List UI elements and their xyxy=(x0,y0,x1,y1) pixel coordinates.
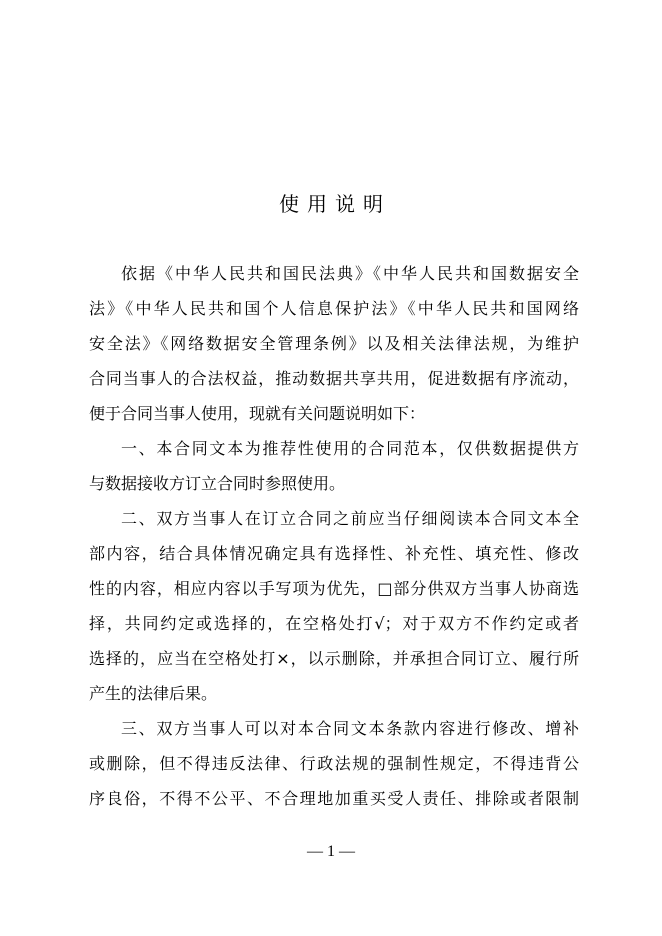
paragraph-line: 安全法》《网络数据安全管理条例》以及相关法律法规，为维护 xyxy=(89,334,579,353)
page-title: 使用说明 xyxy=(279,192,391,216)
paragraph-line: 序良俗，不得不公平、不合理地加重买受人责任、排除或者限制 xyxy=(89,789,579,808)
paragraph-line: 性的内容，相应内容以手写项为优先，□部分供双方当事人协商选 xyxy=(89,579,579,598)
paragraph-line: 部内容，结合具体情况确定具有选择性、补充性、填充性、修改 xyxy=(89,544,579,563)
paragraph-line: 法》《中华人民共和国个人信息保护法》《中华人民共和国网络 xyxy=(89,299,579,318)
paragraph-line: 选择的，应当在空格处打×，以示删除，并承担合同订立、履行所 xyxy=(89,649,579,668)
paragraph-line: 与数据接收方订立合同时参照使用。 xyxy=(89,474,346,493)
paragraph-line: 择，共同约定或选择的，在空格处打√；对于双方不作约定或者 xyxy=(89,614,579,633)
paragraph-line: 一、本合同文本为推荐性使用的合同范本，仅供数据提供方 xyxy=(121,439,579,458)
paragraph-line: 依据《中华人民共和国民法典》《中华人民共和国数据安全 xyxy=(121,264,579,283)
page-number: — 1 — xyxy=(307,843,355,860)
paragraph-line: 合同当事人的合法权益，推动数据共享共用，促进数据有序流动， xyxy=(89,369,579,388)
paragraph-line: 或删除，但不得违反法律、行政法规的强制性规定，不得违背公 xyxy=(89,754,579,773)
paragraph-line: 产生的法律后果。 xyxy=(89,684,218,703)
paragraph-line: 二、双方当事人在订立合同之前应当仔细阅读本合同文本全 xyxy=(121,509,579,528)
paragraph-line: 便于合同当事人使用，现就有关问题说明如下： xyxy=(89,404,426,423)
paragraph-line: 三、双方当事人可以对本合同文本条款内容进行修改、增补 xyxy=(121,719,579,738)
document-body xyxy=(89,256,579,816)
